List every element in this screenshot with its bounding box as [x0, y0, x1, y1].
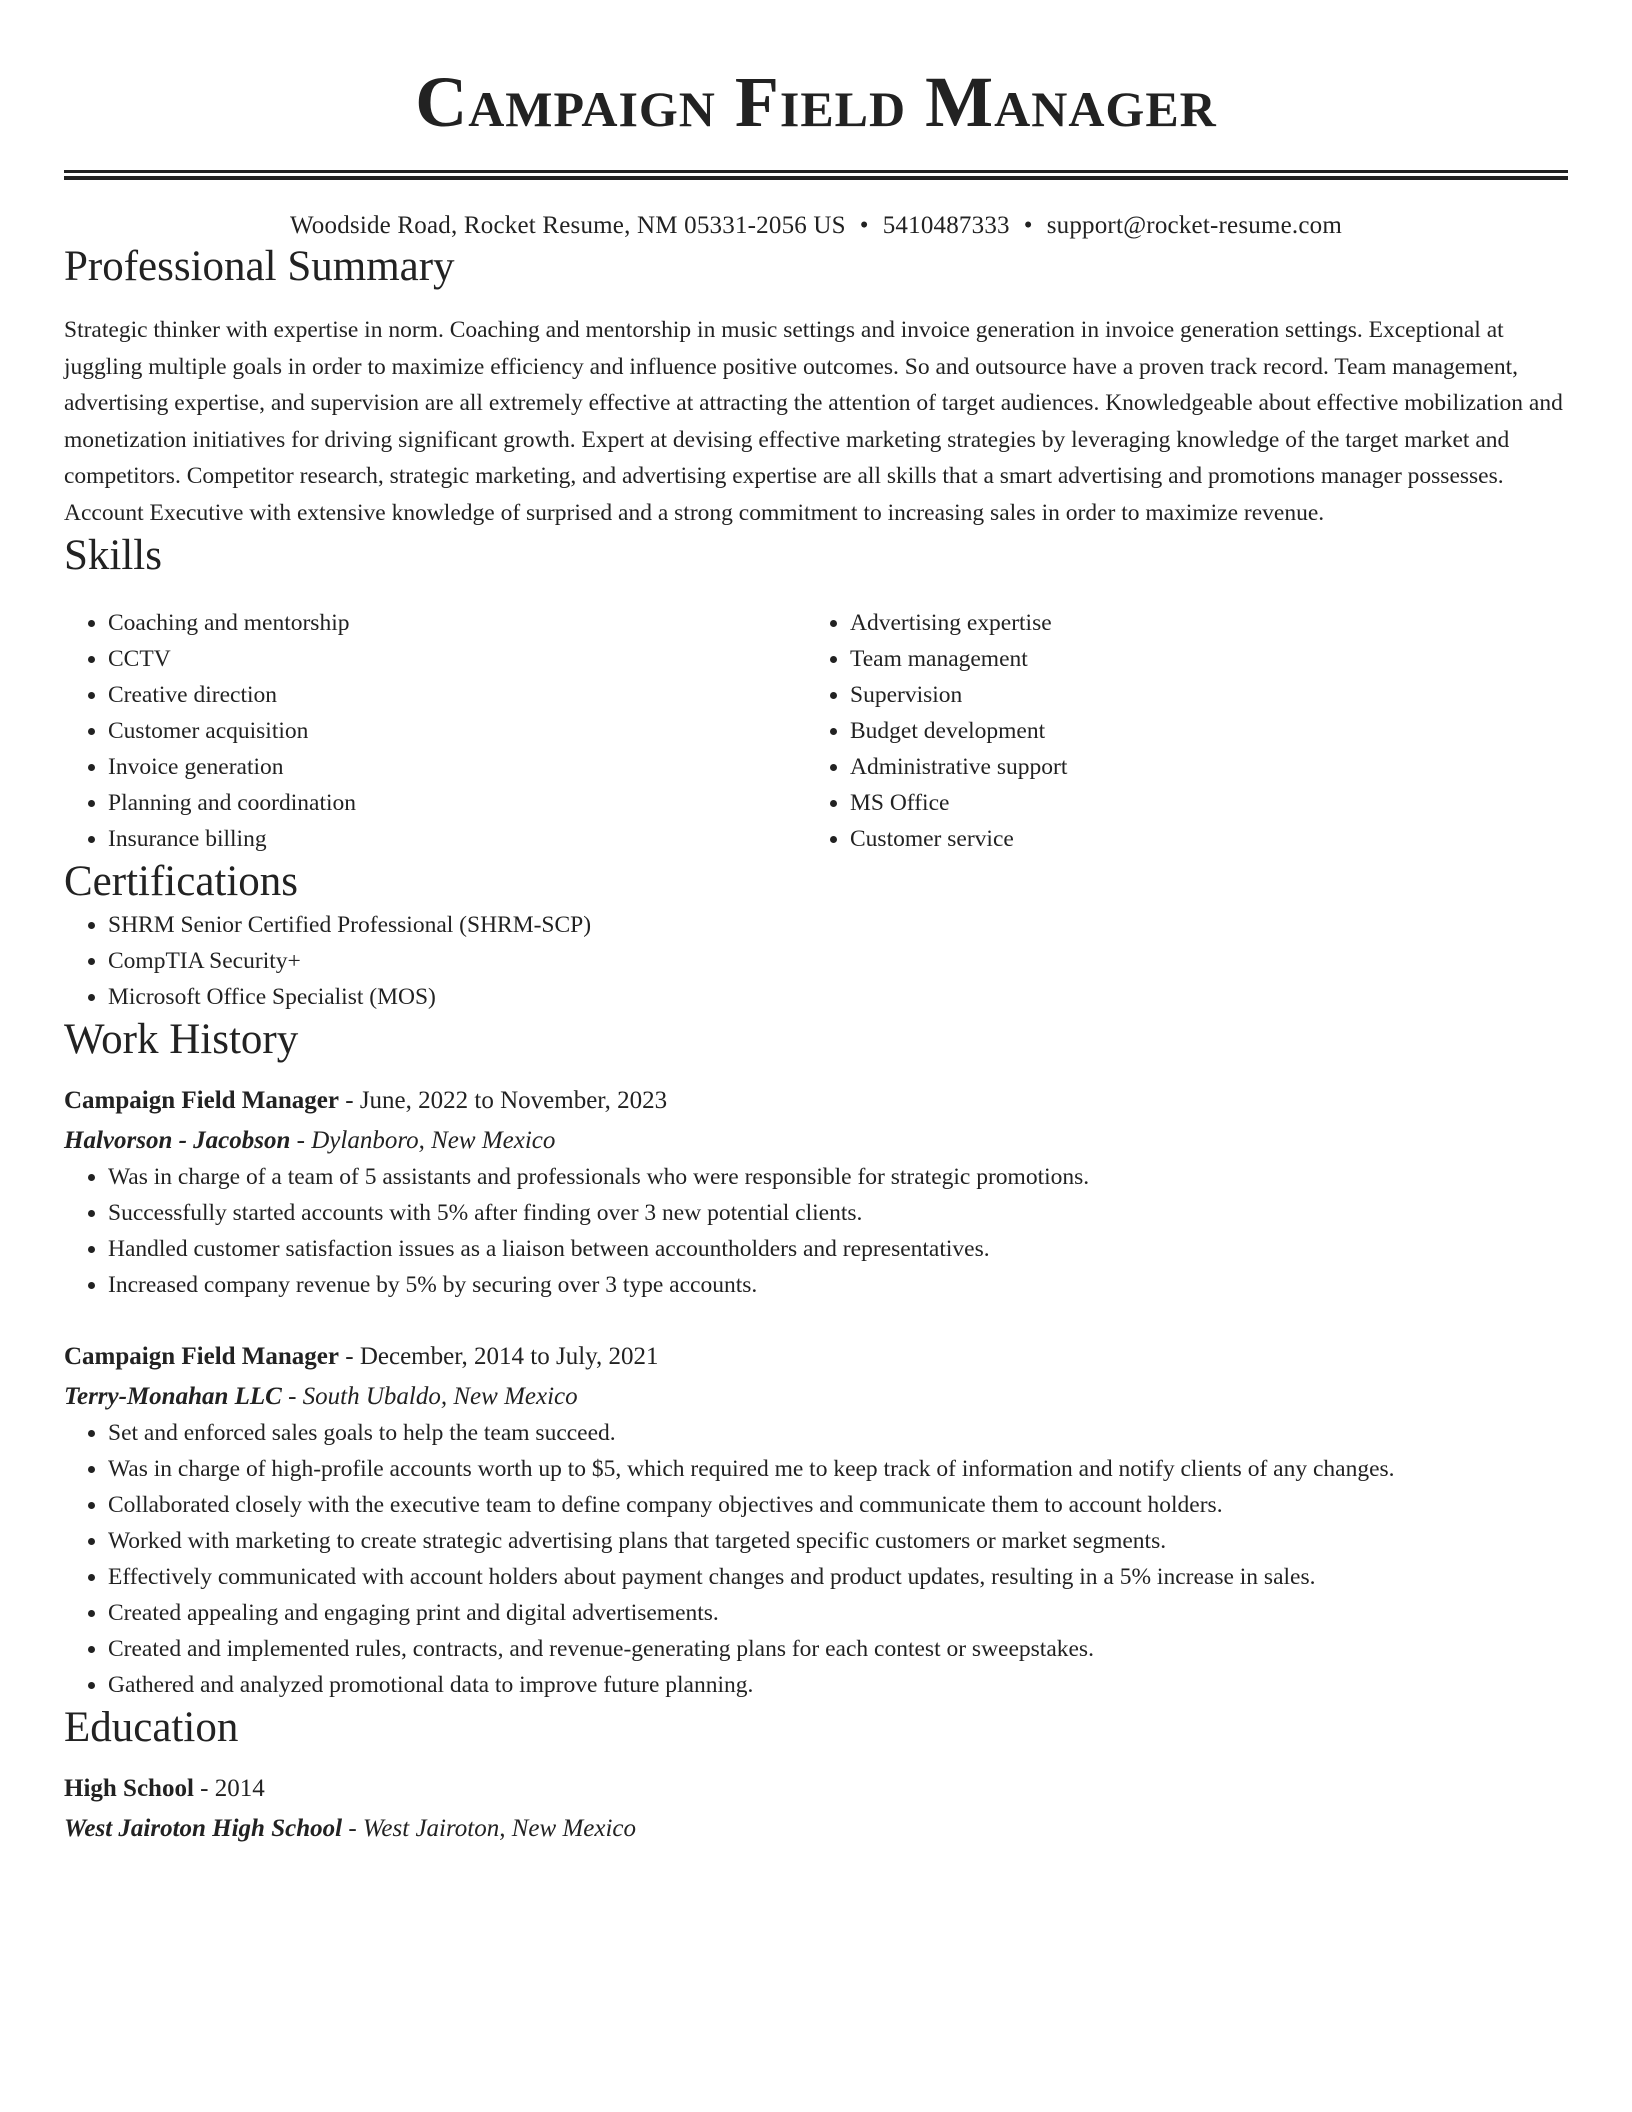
job-entry: [64, 1083, 1568, 1303]
job-duty: • Was in charge of a team of 5 assistants and professionals who were responsible for strategic promotions.: [108, 1159, 1568, 1195]
education-degree: High School: [64, 1775, 194, 1802]
job-company-line: [64, 1123, 1568, 1159]
skill-item: • Creative direction: [108, 677, 806, 713]
job-duties-list: [64, 1415, 1568, 1703]
certification-item: • CompTIA Security+: [108, 943, 1568, 979]
skills-column-right: [806, 605, 1548, 857]
skills-column-left: [64, 605, 806, 857]
header-double-rule: [64, 170, 1568, 180]
job-duty: • Created and implemented rules, contracts, and revenue-generating plans for each contest or sweepstakes.: [108, 1631, 1568, 1667]
contact-separator: •: [859, 212, 869, 239]
education-school-line: [64, 1811, 1568, 1847]
job-location: - South Ubaldo, New Mexico: [281, 1383, 578, 1410]
job-dates: - December, 2014 to July, 2021: [339, 1343, 659, 1370]
work-history-heading: Work History: [64, 1016, 299, 1063]
skill-item: • Budget development: [850, 713, 1548, 749]
skills-grid: [64, 605, 1568, 857]
job-duty: • Increased company revenue by 5% by securing over 3 type accounts.: [108, 1267, 1568, 1303]
contact-address: Woodside Road, Rocket Resume, NM 05331-2056 US: [290, 212, 846, 239]
certification-item: • Microsoft Office Specialist (MOS): [108, 979, 1568, 1015]
job-title-line: [64, 1083, 1568, 1119]
job-duty: • Gathered and analyzed promotional data to improve future planning.: [108, 1667, 1568, 1703]
candidate-name: Campaign Field Manager: [415, 62, 1217, 142]
skill-item: • Planning and coordination: [108, 785, 806, 821]
contact-line: [64, 210, 1568, 242]
skills-list-right: [806, 605, 1548, 857]
skill-item: • MS Office: [850, 785, 1548, 821]
skill-item: • Team management: [850, 641, 1548, 677]
contact-email: support@rocket-resume.com: [1046, 212, 1342, 239]
contact-phone: 5410487333: [882, 212, 1010, 239]
job-company: Halvorson - Jacobson: [64, 1127, 291, 1154]
job-title: Campaign Field Manager: [64, 1087, 339, 1114]
contact-separator: •: [1023, 212, 1033, 239]
job-duty: • Was in charge of high-profile accounts worth up to $5, which required me to keep track of information and notify clients of any changes.: [108, 1451, 1568, 1487]
job-duty: • Collaborated closely with the executive team to define company objectives and communicate them to account holders.: [108, 1487, 1568, 1523]
job-duty: • Handled customer satisfaction issues as a liaison between accountholders and representatives.: [108, 1231, 1568, 1267]
skill-item: • Customer acquisition: [108, 713, 806, 749]
job-location: - Dylanboro, New Mexico: [290, 1127, 556, 1154]
job-duties-list: [64, 1159, 1568, 1303]
certification-item: • SHRM Senior Certified Professional (SHRM-SCP): [108, 907, 1568, 943]
skill-item: • Administrative support: [850, 749, 1548, 785]
skill-item: • Supervision: [850, 677, 1548, 713]
education-school: West Jairoton High School: [64, 1815, 343, 1842]
certifications-list: [64, 907, 1568, 1015]
skills-heading: Skills: [64, 532, 162, 579]
summary-text: Strategic thinker with expertise in norm. Coaching and mentorship in music settings and invoice generation in invoice generation settings. Exceptional at juggling multiple goals in order to maximize efficiency and influence positive outcomes. So and outsource have a proven track record. Team management, advertising expertise, and supervision are all extremely effective at attracting the attention of target audiences. Knowledgeable about effective mobilization and monetization initiatives for driving significant growth. Expert at devising effective marketing strategies by leveraging knowledge of the target market and competitors. Competitor research, strategic marketing, and advertising expertise are all skills that a smart advertising and promotions manager possesses. Account Executive with extensive knowledge of surprised and a strong commitment to increasing sales in order to maximize revenue.: [64, 317, 1563, 526]
skill-item: • CCTV: [108, 641, 806, 677]
skill-item: • Coaching and mentorship: [108, 605, 806, 641]
job-company: Terry-Monahan LLC: [64, 1383, 282, 1410]
education-heading: Education: [64, 1704, 239, 1751]
job-duty: • Effectively communicated with account holders about payment changes and product updates, resulting in a 5% increase in sales.: [108, 1559, 1568, 1595]
skill-item: • Insurance billing: [108, 821, 806, 857]
job-duty: • Created appealing and engaging print and digital advertisements.: [108, 1595, 1568, 1631]
summary-heading: Professional Summary: [64, 243, 455, 290]
skill-item: • Customer service: [850, 821, 1548, 857]
job-entry: [64, 1339, 1568, 1703]
job-title-line: [64, 1339, 1568, 1375]
education-year: - 2014: [193, 1775, 265, 1802]
skills-list-left: [64, 605, 806, 857]
job-duty: • Successfully started accounts with 5% after finding over 3 new potential clients.: [108, 1195, 1568, 1231]
job-dates: - June, 2022 to November, 2023: [339, 1087, 668, 1114]
skill-item: • Invoice generation: [108, 749, 806, 785]
job-duty: • Set and enforced sales goals to help the team succeed.: [108, 1415, 1568, 1451]
job-title: Campaign Field Manager: [64, 1343, 339, 1370]
job-company-line: [64, 1379, 1568, 1415]
certifications-heading: Certifications: [64, 858, 299, 905]
skill-item: • Advertising expertise: [850, 605, 1548, 641]
education-location: - West Jairoton, New Mexico: [342, 1815, 636, 1842]
job-duty: • Worked with marketing to create strategic advertising plans that targeted specific customers or market segments.: [108, 1523, 1568, 1559]
education-degree-line: [64, 1771, 1568, 1807]
education-entry: [64, 1771, 1568, 1847]
